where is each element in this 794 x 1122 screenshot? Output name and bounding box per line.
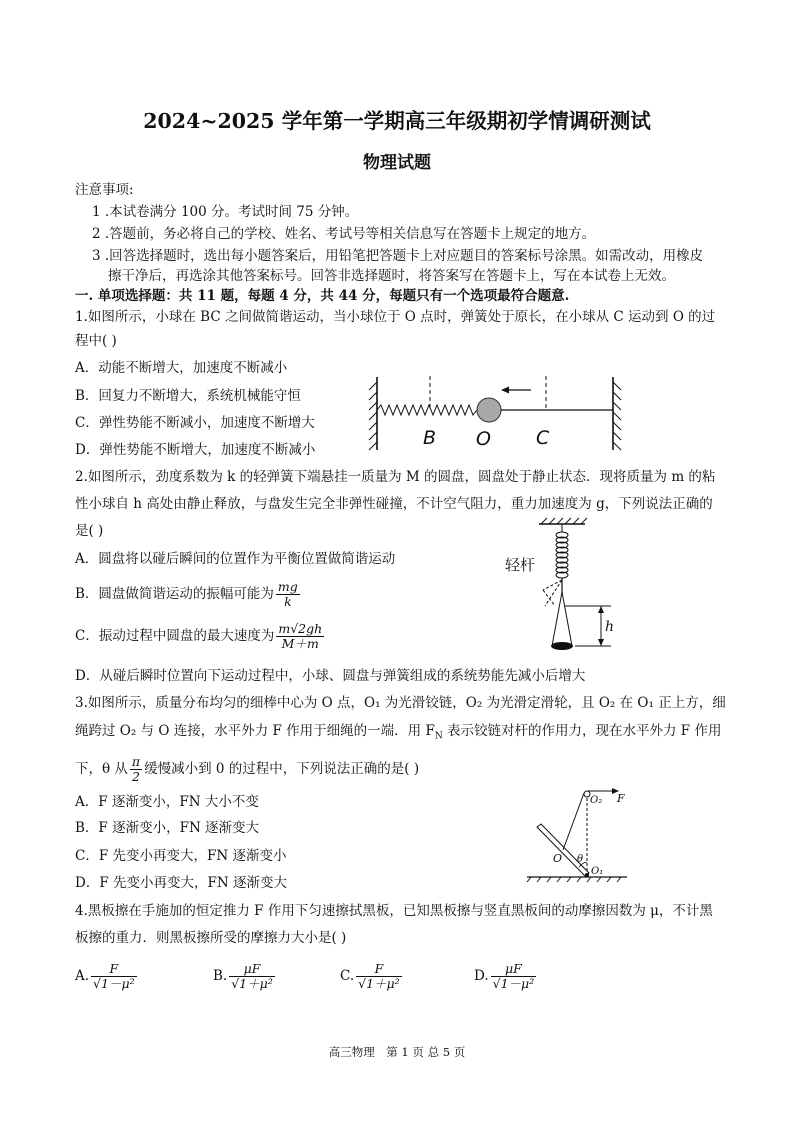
q4-option-a: A. $\frac{F}{\text{√1－μ²}}$	[75, 961, 135, 991]
q3-option-a: A．F 逐渐变小，FN 大小不变	[75, 794, 259, 810]
q3-pi-over-2: $\frac{\pi}{2}$	[131, 754, 141, 784]
notice-heading: 注意事项:	[75, 182, 134, 198]
q1-spring-figure	[365, 372, 635, 452]
q3-option-b: B．F 逐渐变小，FN 逐渐变大	[75, 820, 260, 836]
q2-option-c	[75, 622, 326, 651]
q1-label-b: B	[423, 427, 437, 449]
page-subtitle: 物理试题	[363, 153, 431, 173]
q2-option-b-text: B．圆盘做简谐运动的振幅可能为	[75, 586, 274, 602]
q2-option-b-fraction: $\frac{mg}{k}$	[277, 579, 298, 609]
q3-label-o2: O₂	[590, 795, 603, 806]
q3-label-o: O	[553, 852, 563, 865]
q4-stem: 4.黑板擦在手施加的恒定推力 F 作用下匀速擦拭黑板，已知黑板擦与竖直黑板间的动摩擦因数为 μ，不计黑	[75, 903, 713, 919]
q1-option-b: B．回复力不断增大，系统机械能守恒	[75, 388, 301, 404]
notice-item: 3 .回答选择题时，选出每小题答案后，用铅笔把答题卡上对应题目的答案标号涂黑。如需改动，用橡皮	[92, 248, 704, 264]
q3-label-f: F	[617, 792, 625, 805]
q2-stem: 2.如图所示，劲度系数为 k 的轻弹簧下端悬挂一质量为 M 的圆盘，圆盘处于静止状态．现将质量为 m 的粘	[75, 469, 716, 485]
q1-option-a: A．动能不断增大，加速度不断减小	[75, 360, 288, 376]
q2-spring-disk-figure	[505, 518, 625, 658]
q2-label-h: h	[605, 619, 615, 635]
notice-item: 2 .答题前，务必将自己的学校、姓名、考试号等相关信息写在答题卡上规定的地方。	[92, 226, 596, 242]
q2-stem: 性小球自 h 高处由静止释放，与盘发生完全非弹性碰撞，不计空气阻力，重力加速度为 g，下列说法正确的	[75, 496, 713, 512]
q3-label-theta: θ	[577, 854, 584, 865]
q2-option-d: D．从碰后瞬时位置向下运动过程中，小球、圆盘与弹簧组成的系统势能先减小后增大	[75, 668, 586, 684]
q3-stem: 绳跨过 O₂ 与 O 连接，水平外力 F 作用于细绳的一端．用 $F_N$ 表示铰链对杆的作用力，现在水平外力 F 作用	[75, 723, 722, 742]
page-title: 2024~2025 学年第一学期高三年级期初学情调研测试	[143, 109, 651, 133]
q1-option-d: D．弹性势能不断增大，加速度不断减小	[75, 442, 316, 458]
q2-option-b	[75, 580, 302, 609]
notice-item: 1 .本试卷满分 100 分。考试时间 75 分钟。	[92, 204, 359, 220]
q3-label-o1: O₁	[591, 866, 604, 877]
section-heading: 一. 单项选择题：共 11 题，每题 4 分，共 44 分，每题只有一个选项最符合题意.	[75, 288, 570, 304]
q3-option-d: D．F 先变小再变大，FN 逐渐变大	[75, 875, 287, 891]
q2-stem: 是( )	[75, 523, 104, 539]
q2-option-c-fraction: $\frac{m√2gh}{M+m}$	[278, 621, 323, 651]
q1-option-c: C．弹性势能不断减小，加速度不断增大	[75, 415, 315, 431]
q3-rod-pulley-figure	[527, 788, 637, 883]
q2-option-a: A．圆盘将以碰后瞬间的位置作为平衡位置做简谐运动	[75, 551, 396, 567]
q3-option-c: C．F 先变小再变大，FN 逐渐变小	[75, 848, 287, 864]
q1-label-o: O	[476, 428, 491, 450]
q4-option-c: C. $\frac{F}{\text{√1＋μ²}}$	[340, 961, 400, 991]
q4-stem: 板擦的重力．则黑板擦所受的摩擦力大小是( )	[75, 930, 347, 946]
q3-stem: 下，θ 从 $\frac{\pi}{2}$ 缓慢减小到 0 的过程中，下列说法正确的是( )	[75, 754, 420, 784]
q2-option-c-text: C．振动过程中圆盘的最大速度为	[75, 628, 275, 644]
q4-option-d: D. $\frac{\mu F}{\text{√1－μ²}}$	[474, 961, 535, 991]
q1-stem: 1.如图所示，小球在 BC 之间做简谐运动，当小球位于 O 点时，弹簧处于原长，在小球从 C 运动到 O 的过	[75, 309, 716, 325]
page-footer: 高三物理 第 1 页 总 5 页	[328, 1045, 466, 1059]
q1-label-c: C	[536, 427, 550, 449]
q4-option-b: B. $\frac{\mu F}{\text{√1＋μ²}}$	[213, 961, 273, 991]
q3-stem: 3.如图所示，质量分布均匀的细棒中心为 O 点，O₁ 为光滑铰链，O₂ 为光滑定滑轮，且 O₂ 在 O₁ 正上方，细	[75, 695, 726, 711]
q2-label-rod: 轻杆	[505, 556, 536, 574]
q1-stem: 程中( )	[75, 333, 117, 349]
notice-item: 擦干净后，再选涂其他答案标号。回答非选择题时，将答案写在答题卡上，写在本试卷上无效。	[108, 268, 675, 284]
